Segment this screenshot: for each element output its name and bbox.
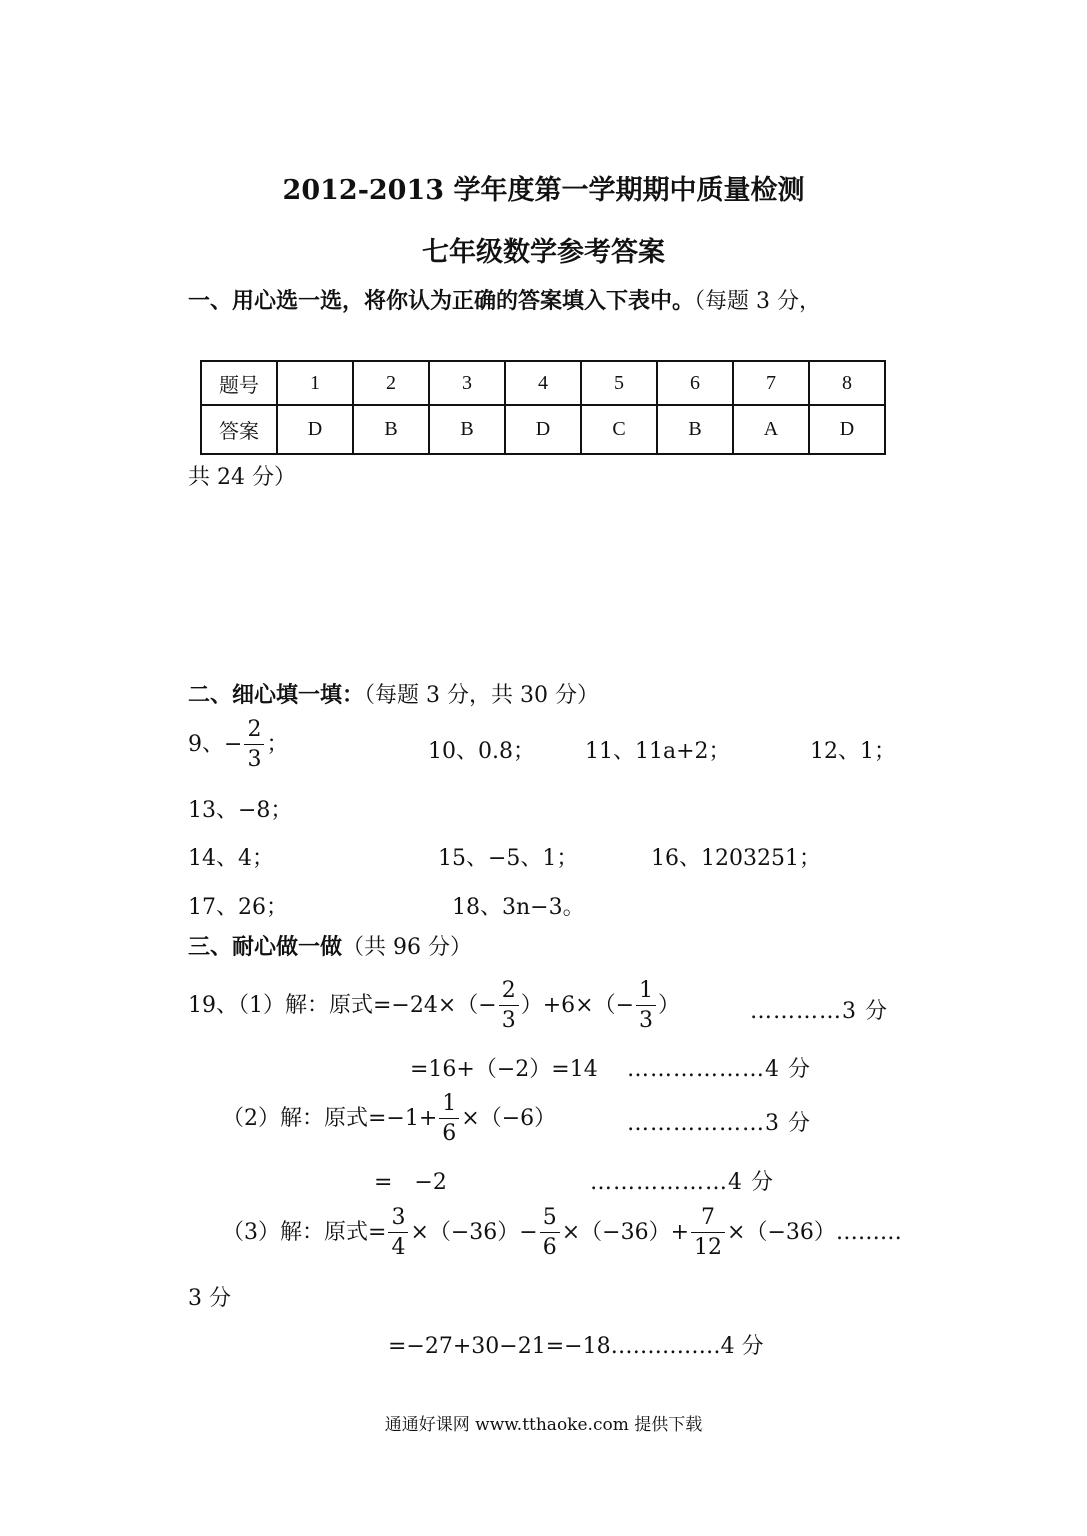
q19-1-fraction-2 [636,980,656,1032]
answer-q12: 12、1； [810,739,896,764]
q19-2-score-2: ………………4 分 [590,1170,774,1195]
q19-3-fraction-3 [691,1207,725,1259]
section3-heading [188,930,472,961]
q9-suffix: ； [266,732,289,757]
question-number-cell: 6 [657,361,733,405]
document-subtitle: 七年级数学参考答案 [422,237,665,268]
table-row-numbers [201,361,885,405]
answer-q13: 13、−8； [188,798,293,823]
section1-score-note-cont: 共 24 分） [188,465,296,490]
answer-q11: 11、11a+2； [585,739,731,764]
q19-1-expr-b: ）+6×（− [520,993,635,1018]
q19-part3-step1 [222,1207,902,1259]
q19-3-f3-numerator: 7 [691,1207,725,1233]
answer-cell: B [353,405,429,454]
q19-3-f2-denominator: 6 [542,1235,557,1260]
q9-denominator: 3 [247,747,262,772]
q19-part1-step2: =16+（−2）=14 [410,1057,598,1082]
answer-table [200,360,886,455]
row-label-answer: 答案 [201,405,277,454]
q19-2-denominator: 6 [442,1121,457,1146]
q19-1-fraction-1 [499,980,519,1032]
q19-3-f3-denominator: 12 [694,1235,723,1260]
q19-1-score-2: ………………4 分 [627,1057,811,1082]
answer-q17: 17、26； [188,895,288,920]
question-number-cell: 7 [733,361,809,405]
answer-q9 [188,719,288,771]
q19-part3-step2: =−27+30−21=−18……………4 分 [388,1334,764,1359]
q19-3-expr-a: （3）解：原式= [222,1220,387,1245]
q19-3-f1-denominator: 4 [391,1235,406,1260]
answer-cell: B [429,405,505,454]
q9-prefix: 9、− [188,732,243,757]
answer-cell: C [581,405,657,454]
q19-3-f1-numerator: 3 [388,1207,408,1233]
q19-2-score-1: ………………3 分 [627,1111,811,1136]
page-footer: 通通好课网 www.tthaoke.com 提供下载 [384,1415,703,1435]
answer-q16: 16、1203251； [651,846,821,871]
section2-score-note: （每题 3 分，共 30 分） [364,683,599,708]
question-number-cell: 8 [809,361,885,405]
q19-part1-step1 [188,980,680,1032]
q19-part2-step2: = −2 [374,1170,447,1195]
answer-q18: 18、3n−3。 [452,895,585,920]
section2-heading [188,678,599,709]
answer-cell: D [277,405,353,454]
question-number-cell: 1 [277,361,353,405]
q19-1-score-1: …………3 分 [750,999,888,1024]
q19-1-f2-numerator: 1 [636,980,656,1006]
q19-1-f1-denominator: 3 [501,1008,516,1033]
q19-2-expr-a: （2）解：原式=−1+ [222,1106,438,1131]
answer-q14: 14、4； [188,846,274,871]
q19-3-f2-numerator: 5 [540,1207,560,1233]
q19-3-fraction-2 [540,1207,560,1259]
section1-heading-text: 一、用心选一选，将你认为正确的答案填入下表中。 [188,288,695,314]
table-row-answers [201,405,885,454]
question-number-cell: 5 [581,361,657,405]
q19-1-f1-numerator: 2 [499,980,519,1006]
section3-score-note: （共 96 分） [342,935,472,960]
row-label-number: 题号 [201,361,277,405]
question-number-cell: 2 [353,361,429,405]
section2-heading-text: 二、细心填一填： [188,682,365,708]
q19-3-expr-d: ×（−36）……… [727,1220,902,1245]
q19-3-score-1: 3 分 [188,1286,231,1311]
section1-heading [188,284,821,315]
answer-cell: D [505,405,581,454]
q19-3-fraction-1 [388,1207,408,1259]
section3-heading-text: 三、耐心做一做 [188,934,343,960]
question-number-cell: 4 [505,361,581,405]
q19-part2-step1 [222,1093,556,1145]
answer-cell: A [733,405,809,454]
section1-score-note: （每题 3 分， [694,289,821,314]
document-title: 2012-2013 学年度第一学期期中质量检测 [282,175,805,206]
answer-cell: B [657,405,733,454]
answer-cell: D [809,405,885,454]
q19-3-expr-c: ×（−36）+ [561,1220,690,1245]
answer-q10: 10、0.8； [428,739,535,764]
q19-2-fraction [439,1093,459,1145]
answer-q15: 15、−5、1； [438,846,579,871]
q19-1-f2-denominator: 3 [639,1008,654,1033]
q19-3-expr-b: ×（−36）− [410,1220,538,1245]
q19-1-expr-c: ） [658,993,681,1018]
q19-2-numerator: 1 [439,1093,459,1119]
q19-1-expr-a: 19、（1）解：原式=−24×（− [188,993,497,1018]
q19-2-expr-b: ×（−6） [461,1106,557,1131]
q9-fraction [244,719,264,771]
q9-numerator: 2 [244,719,264,745]
question-number-cell: 3 [429,361,505,405]
